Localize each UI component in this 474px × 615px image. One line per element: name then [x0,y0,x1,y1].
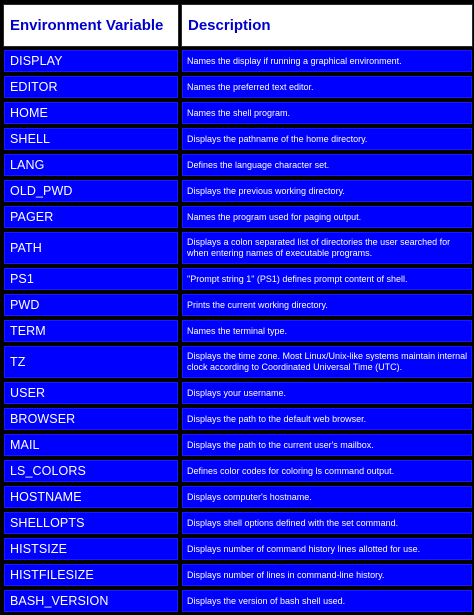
variable-description: Defines the language character set. [181,153,473,177]
table-row [3,127,473,151]
table-row [3,205,473,229]
header-row [3,4,473,47]
variable-name: LANG [3,153,179,177]
header-variable: Environment Variable [3,4,179,47]
variable-name: TERM [3,319,179,343]
variable-name: PWD [3,293,179,317]
table-row [3,511,473,535]
table-row [3,319,473,343]
variable-description: Displays computer's hostname. [181,485,473,509]
variable-description: Names the program used for paging output. [181,205,473,229]
variable-name: USER [3,381,179,405]
variable-name: MAIL [3,433,179,457]
variable-name: PS1 [3,267,179,291]
variable-name: BROWSER [3,407,179,431]
table-row [3,267,473,291]
variable-description: Defines color codes for coloring ls command output. [181,459,473,483]
variable-description: Displays the version of bash shell used. [181,589,473,613]
variable-name: EDITOR [3,75,179,99]
table-row [3,381,473,405]
table-row [3,101,473,125]
table-row [3,407,473,431]
header-description: Description [181,4,473,47]
variable-description: Displays a colon separated list of directories the user searched for when entering names of executable programs. [181,231,473,265]
table-row [3,589,473,613]
table-row [3,459,473,483]
table-row [3,153,473,177]
variable-description: Names the shell program. [181,101,473,125]
env-var-table [1,2,474,615]
table-row [3,345,473,379]
variable-description: Displays number of command history lines allotted for use. [181,537,473,561]
table-row [3,49,473,73]
variable-name: PATH [3,231,179,265]
variable-name: TZ [3,345,179,379]
variable-description: Names the preferred text editor. [181,75,473,99]
variable-description: Names the display if running a graphical environment. [181,49,473,73]
table-row [3,293,473,317]
variable-name: PAGER [3,205,179,229]
table-row [3,75,473,99]
variable-description: Displays the previous working directory. [181,179,473,203]
table-row [3,537,473,561]
table-row [3,485,473,509]
variable-description: Displays the path to the default web browser. [181,407,473,431]
variable-name: SHELL [3,127,179,151]
variable-description: Displays your username. [181,381,473,405]
variable-name: HISTFILESIZE [3,563,179,587]
table-row [3,433,473,457]
variable-name: HOME [3,101,179,125]
variable-name: BASH_VERSION [3,589,179,613]
variable-name: DISPLAY [3,49,179,73]
variable-name: OLD_PWD [3,179,179,203]
variable-description: "Prompt string 1" (PS1) defines prompt content of shell. [181,267,473,291]
table-row [3,231,473,265]
variable-description: Displays the pathname of the home directory. [181,127,473,151]
variable-description: Prints the current working directory. [181,293,473,317]
variable-name: SHELLOPTS [3,511,179,535]
table-row [3,563,473,587]
variable-description: Displays shell options defined with the set command. [181,511,473,535]
variable-name: HISTSIZE [3,537,179,561]
variable-name: LS_COLORS [3,459,179,483]
variable-description: Displays number of lines in command-line history. [181,563,473,587]
variable-name: HOSTNAME [3,485,179,509]
variable-description: Displays the path to the current user's mailbox. [181,433,473,457]
variable-description: Names the terminal type. [181,319,473,343]
table-row [3,179,473,203]
variable-description: Displays the time zone. Most Linux/Unix-like systems maintain internal clock according to Coordinated Universal Time (UTC). [181,345,473,379]
